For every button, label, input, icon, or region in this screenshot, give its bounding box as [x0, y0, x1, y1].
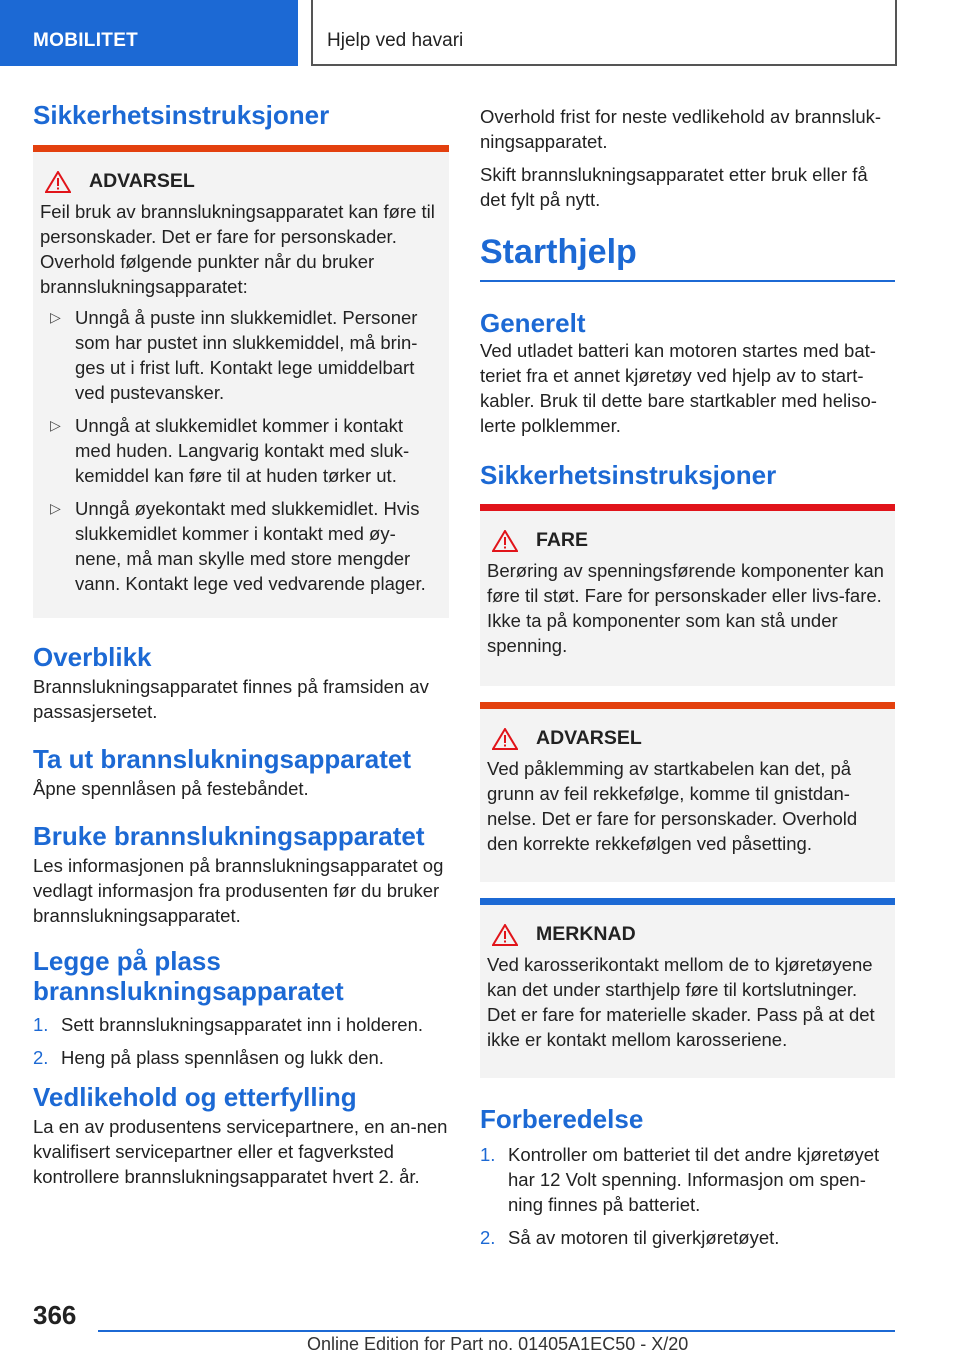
heading-overview: Overblikk: [33, 642, 152, 672]
warning-triangle-icon: [45, 171, 71, 193]
list-item: 2. Så av motoren til giverkjøretøyet.: [480, 1227, 780, 1248]
heading-use: Bruke brannslukningsapparatet: [33, 821, 425, 851]
heading-take-out: Ta ut brannslukningsapparatet: [33, 744, 412, 774]
page-header: [0, 0, 960, 66]
take-out-text: Åpne spennlåsen på festebåndet.: [33, 778, 309, 799]
danger-title: FARE: [492, 529, 887, 552]
list-item: 1. Kontroller om batteriet til det andre kjøretøyet har 12 Volt spenning. Informasjon om spen-ning finnes på batteriet.: [480, 1144, 880, 1215]
warning-title: ADVARSEL: [45, 170, 441, 193]
heading-safety-right: Sikkerhetsinstruksjoner: [480, 460, 777, 490]
heading-safety: Sikkerhetsinstruksjoner: [33, 100, 330, 130]
page-number: 366: [33, 1300, 77, 1330]
continued-text-1: Overhold frist for neste vedlikehold av brannsluk-ningsapparatet.: [480, 106, 882, 152]
warning-triangle-icon: [492, 728, 518, 750]
section-tab: [0, 0, 298, 66]
general-text: Ved utladet batteri kan motoren startes med bat-teriet fra et annet kjøretøy ved hjelp av to start-kabler. Bruk til dette bare startkabler med heliso-lerte polklemmer.: [480, 340, 877, 436]
continued-text-2: Skift brannslukningsapparatet etter bruk eller få det fylt på nytt.: [480, 164, 868, 210]
warning-box: [480, 702, 895, 882]
heading-rule: [480, 280, 895, 282]
warning-box: [33, 145, 449, 618]
danger-text: Berøring av spenningsførende komponenter kan føre til støt. Fare for personskader eller livs-fare. Ikke ta på komponenter som kan stå under spenning.: [487, 560, 884, 656]
notice-title: MERKNAD: [492, 923, 887, 946]
heading-preparation: Forberedelse: [480, 1104, 644, 1134]
warning-title: ADVARSEL: [492, 727, 887, 750]
left-column: [33, 98, 449, 1189]
preparation-steps: [480, 1142, 895, 1250]
maintenance-text: La en av produsentens servicepartnere, en an-nen kvalifisert servicepartner eller et fagverksted kontrollere brannslukningsapparatet hvert 2. år.: [33, 1116, 448, 1187]
heading-general: Generelt: [480, 308, 586, 338]
edition-text: Online Edition for Part no. 01405A1EC50 - X/20: [307, 1334, 689, 1354]
chapter-tab: [311, 0, 897, 66]
list-item: ▷ Unngå at slukkemidlet kommer i kontakt med huden. Langvarig kontakt med sluk-kemiddel kan føre til at huden tørker ut.: [50, 415, 410, 486]
warning-bullets: [40, 305, 441, 596]
warning-triangle-icon: [492, 530, 518, 552]
warning-triangle-icon: [492, 924, 518, 946]
list-item: 1. Sett brannslukningsapparatet inn i holderen.: [33, 1014, 424, 1035]
section-label: MOBILITET: [33, 30, 139, 51]
overview-text: Brannslukningsapparatet finnes på framsiden av passasjersetet.: [33, 676, 429, 722]
stow-steps: [33, 1012, 449, 1070]
heading-maintenance: Vedlikehold og etterfylling: [33, 1082, 357, 1112]
notice-box: [480, 898, 895, 1078]
bullet-triangle-icon: ▷: [50, 309, 61, 325]
use-text: Les informasjonen på brannslukningsapparatet og vedlagt informasjon fra produsenten før du bruker brannslukningsapparatet.: [33, 855, 444, 926]
bullet-triangle-icon: ▷: [50, 417, 61, 433]
footer-rule: [98, 1330, 895, 1332]
notice-text: Ved karosserikontakt mellom de to kjøretøyene kan det under starthjelp føre til kortslutninger. Det er fare for materielle skader. Pass på at det ikke er kontakt mellom karosseriene.: [487, 954, 875, 1050]
chapter-label: Hjelp ved havari: [327, 30, 464, 51]
list-item: ▷ Unngå å puste inn slukkemidlet. Personer som har pustet inn slukkemiddel, må brin-ges ut i frist luft. Kontakt lege umiddelbart ved pustevansker.: [50, 307, 418, 403]
right-column: [480, 104, 895, 1258]
danger-box: [480, 504, 895, 686]
list-item: 2. Heng på plass spennlåsen og lukk den.: [33, 1047, 384, 1068]
list-item: ▷ Unngå øyekontakt med slukkemidlet. Hvis slukkemidlet kommer i kontakt med øy-nene, må man skylle med store mengder vann. Kontakt lege ved vedvarende plager.: [50, 498, 426, 594]
bullet-triangle-icon: ▷: [50, 500, 61, 516]
heading-stow: Legge på plass brannslukningsapparatet: [33, 946, 344, 1006]
warning-text: Ved påklemming av startkabelen kan det, på grunn av feil rekkefølge, komme til gnistdan-nelse. Det er fare for personskader. Overhold den korrekte rekkefølgen ved påsetting.: [487, 758, 858, 854]
heading-jump-start: Starthjelp: [480, 233, 637, 271]
warning-text: Feil bruk av brannslukningsapparatet kan føre til personskader. Det er fare for personskader. Overhold følgende punkter når du bruker brannslukningsapparatet:: [40, 201, 435, 297]
